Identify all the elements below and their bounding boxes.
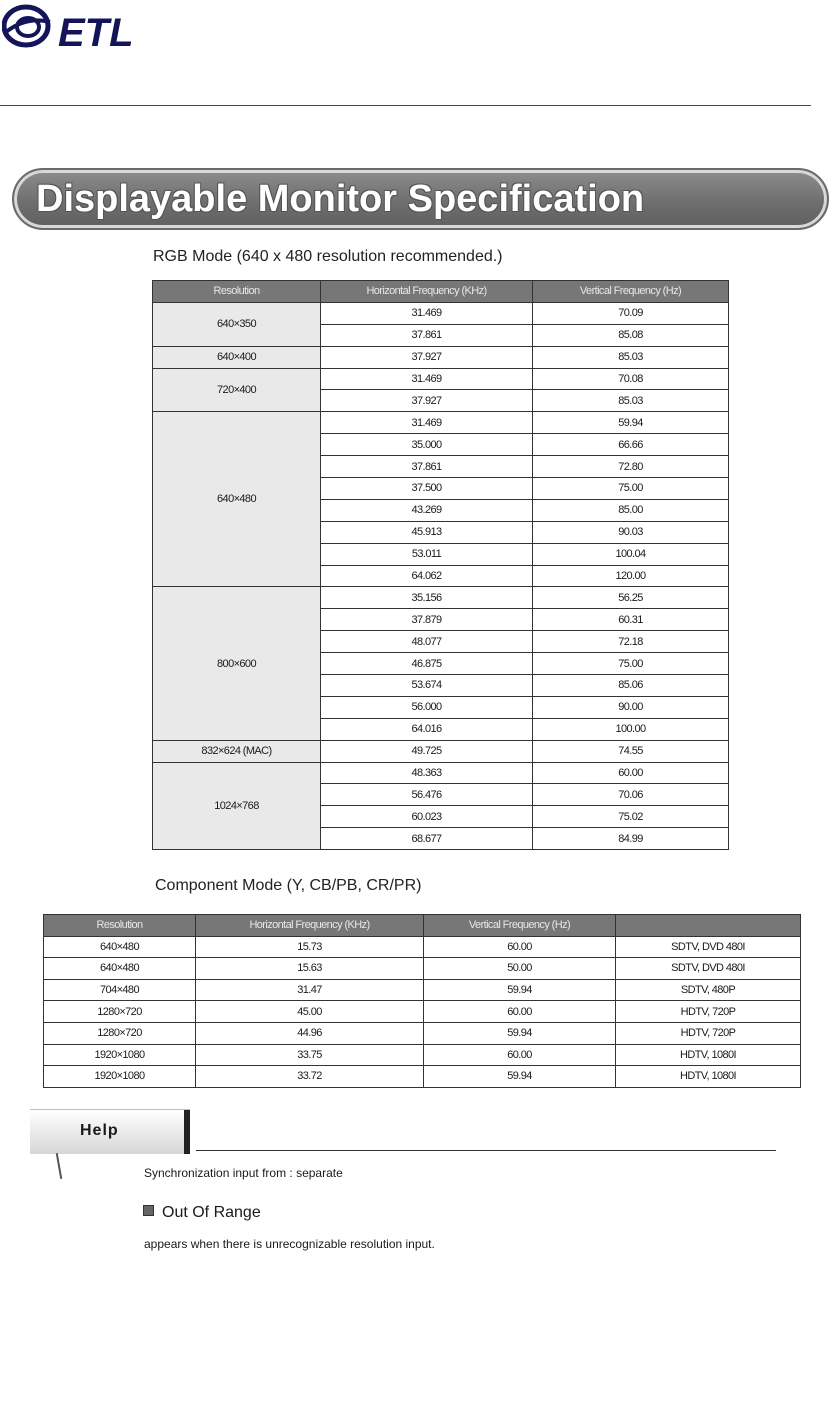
vertical-cell: 60.00 bbox=[424, 1001, 616, 1023]
horizontal-cell: 48.077 bbox=[321, 631, 533, 653]
vertical-cell: 50.00 bbox=[424, 958, 616, 980]
vertical-cell: 74.55 bbox=[533, 740, 729, 762]
table-row bbox=[44, 979, 801, 1001]
rgb-col-vertical: Vertical Frequency (Hz) bbox=[533, 281, 729, 303]
vertical-cell: 60.31 bbox=[533, 609, 729, 631]
rgb-col-resolution: Resolution bbox=[153, 281, 321, 303]
help-divider bbox=[196, 1150, 776, 1151]
vertical-cell: 84.99 bbox=[533, 828, 729, 850]
horizontal-cell: 15.73 bbox=[196, 936, 424, 958]
vertical-cell: 72.18 bbox=[533, 631, 729, 653]
horizontal-cell: 37.879 bbox=[321, 609, 533, 631]
table-row bbox=[44, 958, 801, 980]
horizontal-cell: 33.75 bbox=[196, 1044, 424, 1066]
vertical-cell: 100.04 bbox=[533, 543, 729, 565]
help-label: Help bbox=[80, 1122, 119, 1139]
sync-input-note: Synchronization input from : separate bbox=[144, 1166, 343, 1180]
vertical-cell: 85.08 bbox=[533, 324, 729, 346]
horizontal-cell: 64.062 bbox=[321, 565, 533, 587]
format-cell: SDTV, 480P bbox=[616, 979, 801, 1001]
horizontal-cell: 15.63 bbox=[196, 958, 424, 980]
table-row bbox=[153, 412, 729, 434]
vertical-cell: 70.08 bbox=[533, 368, 729, 390]
resolution-cell: 640×480 bbox=[44, 958, 196, 980]
table-row bbox=[153, 740, 729, 762]
horizontal-cell: 49.725 bbox=[321, 740, 533, 762]
vertical-cell: 90.00 bbox=[533, 696, 729, 718]
out-of-range-title: Out Of Range bbox=[162, 1204, 261, 1221]
table-row bbox=[44, 936, 801, 958]
horizontal-cell: 31.469 bbox=[321, 302, 533, 324]
horizontal-cell: 53.011 bbox=[321, 543, 533, 565]
page-title: Displayable Monitor Specification bbox=[36, 178, 645, 220]
vertical-cell: 100.00 bbox=[533, 718, 729, 740]
horizontal-cell: 60.023 bbox=[321, 806, 533, 828]
table-row bbox=[153, 762, 729, 784]
component-mode-table bbox=[43, 914, 801, 1088]
component-header-row bbox=[44, 915, 801, 937]
comp-col-vertical: Vertical Frequency (Hz) bbox=[424, 915, 616, 937]
vertical-cell: 59.94 bbox=[424, 979, 616, 1001]
table-row bbox=[153, 302, 729, 324]
resolution-cell: 640×480 bbox=[153, 412, 321, 587]
etl-logo-mark bbox=[2, 2, 162, 52]
table-row bbox=[44, 1001, 801, 1023]
resolution-cell: 720×400 bbox=[153, 368, 321, 412]
horizontal-cell: 31.469 bbox=[321, 368, 533, 390]
comp-col-resolution: Resolution bbox=[44, 915, 196, 937]
rgb-mode-heading: RGB Mode (640 x 480 resolution recommended.) bbox=[153, 248, 503, 265]
vertical-cell: 59.94 bbox=[424, 1066, 616, 1088]
table-row bbox=[44, 1022, 801, 1044]
vertical-cell: 72.80 bbox=[533, 456, 729, 478]
resolution-cell: 800×600 bbox=[153, 587, 321, 740]
horizontal-cell: 35.156 bbox=[321, 587, 533, 609]
horizontal-cell: 48.363 bbox=[321, 762, 533, 784]
etl-logo bbox=[2, 2, 162, 52]
horizontal-cell: 56.000 bbox=[321, 696, 533, 718]
title-banner bbox=[12, 168, 829, 230]
horizontal-cell: 45.913 bbox=[321, 521, 533, 543]
vertical-cell: 56.25 bbox=[533, 587, 729, 609]
rgb-mode-table bbox=[152, 280, 729, 850]
horizontal-cell: 37.927 bbox=[321, 346, 533, 368]
comp-col-horizontal: Horizontal Frequency (KHz) bbox=[196, 915, 424, 937]
vertical-cell: 70.06 bbox=[533, 784, 729, 806]
resolution-cell: 704×480 bbox=[44, 979, 196, 1001]
table-row bbox=[153, 368, 729, 390]
table-row bbox=[153, 346, 729, 368]
horizontal-cell: 53.674 bbox=[321, 675, 533, 697]
resolution-cell: 1280×720 bbox=[44, 1001, 196, 1023]
vertical-cell: 60.00 bbox=[424, 936, 616, 958]
horizontal-cell: 56.476 bbox=[321, 784, 533, 806]
comp-col-format bbox=[616, 915, 801, 937]
resolution-cell: 640×480 bbox=[44, 936, 196, 958]
rgb-header-row bbox=[153, 281, 729, 303]
vertical-cell: 70.09 bbox=[533, 302, 729, 324]
horizontal-cell: 44.96 bbox=[196, 1022, 424, 1044]
vertical-cell: 90.03 bbox=[533, 521, 729, 543]
vertical-cell: 60.00 bbox=[533, 762, 729, 784]
square-bullet-icon bbox=[143, 1205, 154, 1216]
horizontal-cell: 37.500 bbox=[321, 478, 533, 500]
resolution-cell: 832×624 (MAC) bbox=[153, 740, 321, 762]
resolution-cell: 1024×768 bbox=[153, 762, 321, 850]
table-row bbox=[153, 587, 729, 609]
horizontal-cell: 37.861 bbox=[321, 324, 533, 346]
vertical-cell: 120.00 bbox=[533, 565, 729, 587]
format-cell: HDTV, 720P bbox=[616, 1001, 801, 1023]
format-cell: HDTV, 720P bbox=[616, 1022, 801, 1044]
header-rule bbox=[0, 105, 811, 106]
vertical-cell: 66.66 bbox=[533, 434, 729, 456]
format-cell: HDTV, 1080I bbox=[616, 1044, 801, 1066]
format-cell: HDTV, 1080I bbox=[616, 1066, 801, 1088]
horizontal-cell: 31.47 bbox=[196, 979, 424, 1001]
resolution-cell: 1920×1080 bbox=[44, 1044, 196, 1066]
vertical-cell: 75.02 bbox=[533, 806, 729, 828]
resolution-cell: 1280×720 bbox=[44, 1022, 196, 1044]
vertical-cell: 85.00 bbox=[533, 499, 729, 521]
vertical-cell: 75.00 bbox=[533, 653, 729, 675]
resolution-cell: 1920×1080 bbox=[44, 1066, 196, 1088]
vertical-cell: 85.03 bbox=[533, 346, 729, 368]
out-of-range-item bbox=[143, 1204, 261, 1222]
component-mode-heading: Component Mode (Y, CB/PB, CR/PR) bbox=[155, 877, 422, 894]
horizontal-cell: 37.861 bbox=[321, 456, 533, 478]
rgb-col-horizontal: Horizontal Frequency (KHz) bbox=[321, 281, 533, 303]
resolution-cell: 640×400 bbox=[153, 346, 321, 368]
table-row bbox=[44, 1066, 801, 1088]
horizontal-cell: 33.72 bbox=[196, 1066, 424, 1088]
format-cell: SDTV, DVD 480I bbox=[616, 958, 801, 980]
out-of-range-description: appears when there is unrecognizable resolution input. bbox=[144, 1237, 435, 1251]
horizontal-cell: 64.016 bbox=[321, 718, 533, 740]
format-cell: SDTV, DVD 480I bbox=[616, 936, 801, 958]
help-tab-tail bbox=[56, 1153, 62, 1179]
vertical-cell: 85.06 bbox=[533, 675, 729, 697]
vertical-cell: 59.94 bbox=[424, 1022, 616, 1044]
horizontal-cell: 45.00 bbox=[196, 1001, 424, 1023]
horizontal-cell: 43.269 bbox=[321, 499, 533, 521]
vertical-cell: 85.03 bbox=[533, 390, 729, 412]
resolution-cell: 640×350 bbox=[153, 302, 321, 346]
horizontal-cell: 46.875 bbox=[321, 653, 533, 675]
horizontal-cell: 31.469 bbox=[321, 412, 533, 434]
vertical-cell: 59.94 bbox=[533, 412, 729, 434]
help-tab bbox=[30, 1109, 190, 1154]
vertical-cell: 75.00 bbox=[533, 478, 729, 500]
vertical-cell: 60.00 bbox=[424, 1044, 616, 1066]
table-row bbox=[44, 1044, 801, 1066]
logo-text: ETL bbox=[58, 11, 134, 52]
horizontal-cell: 37.927 bbox=[321, 390, 533, 412]
horizontal-cell: 35.000 bbox=[321, 434, 533, 456]
horizontal-cell: 68.677 bbox=[321, 828, 533, 850]
